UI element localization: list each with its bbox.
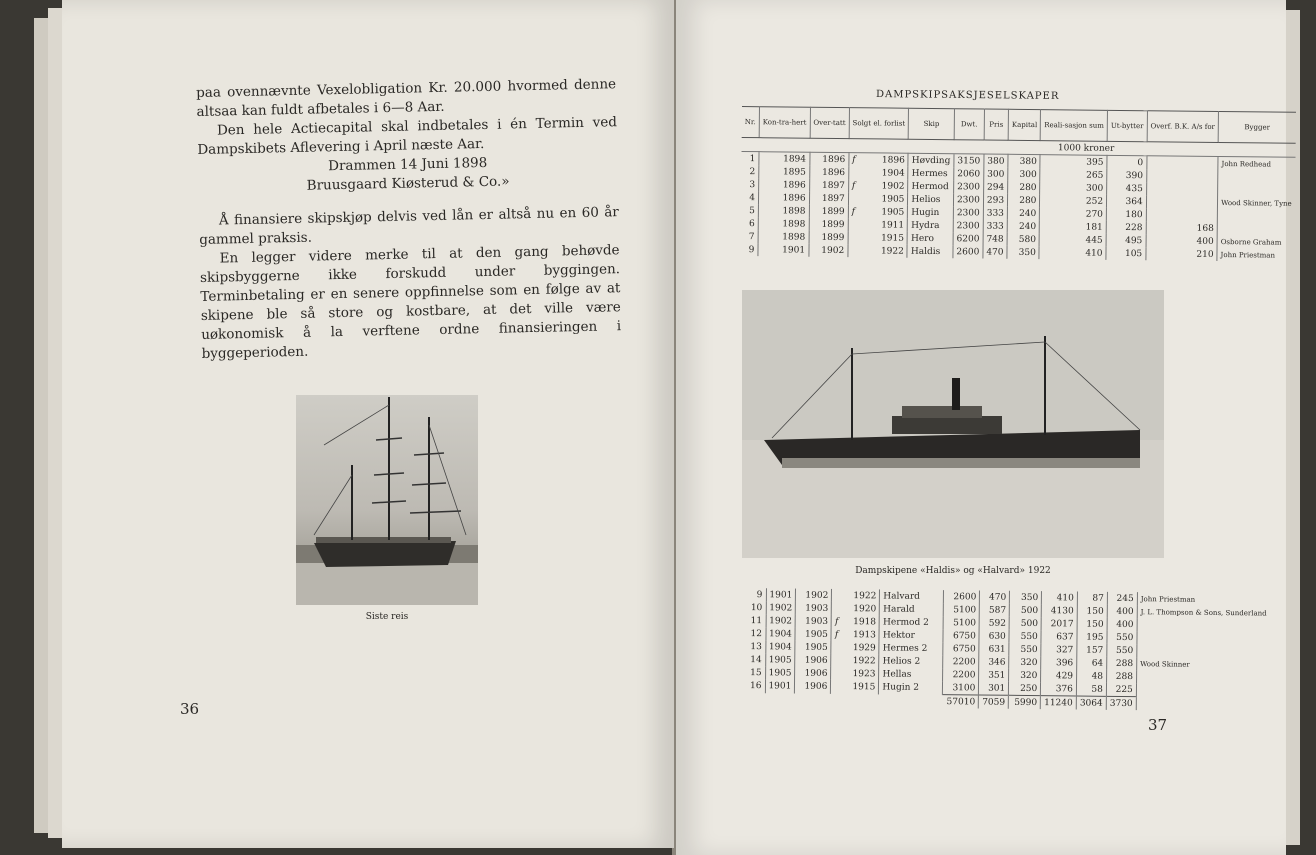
cell-overf: [1146, 169, 1218, 183]
cell-pris: 333: [983, 220, 1007, 233]
total-overfort: 3730: [1106, 696, 1136, 710]
cell-value: 1922: [852, 655, 876, 666]
forlist-mark: f: [834, 629, 839, 640]
col-header: Skip: [909, 108, 955, 139]
forlist-mark: f: [851, 180, 856, 191]
right-page: [676, 0, 1292, 855]
cell-dwt: 2600: [953, 245, 983, 258]
cell-over: 1905: [795, 628, 831, 641]
cell-value: 1904: [881, 167, 905, 179]
cell-overf: 550: [1107, 631, 1137, 644]
cell-overf: 400: [1146, 234, 1218, 248]
cell-real: 376: [1041, 682, 1077, 696]
col-header: Pris: [984, 109, 1009, 140]
cell-over: 1899: [809, 218, 848, 231]
total-realisasjon: 11240: [1041, 696, 1077, 710]
cell-kont: 1905: [765, 653, 795, 666]
cell-kont: 1902: [766, 601, 796, 614]
cell-value: 1915: [881, 232, 905, 244]
cell-ut: 87: [1077, 592, 1107, 605]
cell-pris: 631: [979, 642, 1009, 655]
cell-value: 1915: [852, 681, 876, 693]
cell-dwt: 2600: [944, 590, 980, 603]
cell-kap: 500: [1009, 617, 1041, 630]
cell-nr: 12: [741, 627, 765, 640]
cell-over: 1896: [809, 166, 848, 179]
cell-over: 1897: [809, 192, 848, 205]
cell-solgt: [848, 179, 908, 193]
cell-overf: 288: [1107, 657, 1137, 670]
col-header: Kon-tra-hert: [759, 107, 810, 139]
cell-dwt: 2200: [943, 655, 979, 668]
cell-ut: 48: [1076, 670, 1106, 683]
total-utbytter: 3064: [1076, 696, 1106, 710]
sailing-ship-photo: [296, 395, 478, 605]
cell-ut: 0: [1107, 155, 1147, 169]
cell-solgt: [831, 680, 879, 694]
cell-kap: 380: [1008, 154, 1040, 168]
cell-nr: 1: [741, 151, 759, 165]
cell-kont: 1898: [758, 204, 809, 218]
cell-kont: 1894: [759, 152, 810, 166]
cell-pris: 470: [983, 246, 1007, 259]
cell-kap: 280: [1008, 194, 1040, 207]
left-page-text: [196, 75, 622, 364]
cell-overf: 400: [1107, 605, 1137, 618]
cell-solgt: [831, 641, 879, 655]
cell-solgt: [831, 667, 879, 681]
cell-pris: 748: [983, 233, 1007, 246]
forlist-mark: f: [851, 206, 856, 217]
cell-solgt: [848, 192, 908, 206]
cell-nr: 9: [742, 588, 766, 601]
cell-bygger: Osborne Graham: [1220, 237, 1282, 247]
cell-ut: 157: [1077, 644, 1107, 657]
forlist-mark: f: [852, 154, 856, 165]
cell-value: 1922: [880, 245, 904, 257]
cell-real: 300: [1040, 181, 1107, 195]
cell-solgt: [848, 166, 908, 180]
cell-dwt: 2300: [953, 219, 983, 232]
cell-kap: 320: [1009, 656, 1041, 669]
letter-signature: Bruusgaard Kiøsterud & Co.»: [306, 173, 510, 194]
cell-kont: 1904: [765, 640, 795, 653]
cell-real: 410: [1039, 246, 1106, 260]
cell-over: 1896: [809, 152, 848, 166]
cell-value: 1929: [852, 642, 876, 653]
cell-kap: 280: [1008, 181, 1040, 194]
cell-over: 1903: [796, 602, 832, 615]
cell-over: 1906: [795, 667, 831, 680]
cell-over: 1905: [795, 641, 831, 654]
cell-kap: 550: [1009, 630, 1041, 643]
cell-kap: 500: [1010, 604, 1042, 617]
cell-over: 1902: [796, 589, 832, 602]
col-header: Dwt.: [954, 109, 984, 140]
cell-skip: Hektor: [879, 628, 943, 642]
cell-dwt: 6750: [943, 642, 979, 655]
cell-value: 1905: [881, 193, 905, 205]
cell-bygger: John Priestman: [1140, 594, 1196, 604]
cell-kap: 240: [1007, 207, 1039, 220]
cell-real: 270: [1040, 207, 1107, 221]
cell-overf: 245: [1107, 592, 1137, 605]
cell-pris: 333: [983, 207, 1007, 220]
cell-value: 1911: [881, 219, 905, 231]
cell-ut: 64: [1077, 657, 1107, 670]
cell-nr: 15: [741, 666, 765, 679]
cell-bygger: [1217, 209, 1294, 223]
cell-real: 637: [1041, 630, 1077, 643]
cell-skip: Halvard: [880, 589, 944, 603]
cell-real: 4130: [1042, 604, 1078, 617]
cell-kont: 1901: [758, 243, 809, 257]
cell-nr: 6: [741, 217, 759, 230]
cell-skip: Hero: [907, 232, 953, 245]
cell-skip: Harald: [880, 602, 944, 616]
paragraph: En legger videre merke til at den gang behøvde skipsbyggerne ikke forskudd under byggingen. Terminbetaling er en senere oppfinnelse som en følge av at skipene ble så store og kostbare, at det ville være uøkonomisk å la verftene ordne finansieringen i byggeperioden.: [199, 242, 622, 362]
cell-dwt: 2060: [954, 167, 984, 180]
cell-nr: 2: [741, 165, 759, 178]
cell-real: 410: [1042, 591, 1078, 604]
cell-real: 265: [1040, 168, 1107, 182]
cell-kont: 1905: [765, 666, 795, 679]
cell-solgt: [832, 602, 880, 616]
cell-over: 1897: [809, 179, 848, 192]
cell-dwt: 3150: [954, 154, 984, 168]
cell-overf: 225: [1106, 683, 1136, 697]
cell-overf: 210: [1146, 247, 1218, 261]
cell-bygger: [1218, 170, 1295, 184]
cell-value: 1913: [852, 629, 876, 640]
cell-nr: 9: [740, 243, 758, 256]
cell-ut: 495: [1106, 234, 1146, 247]
cell-kont: 1901: [766, 588, 796, 601]
cell-over: 1906: [795, 654, 831, 667]
cell-bygger: John Redhead: [1221, 159, 1272, 169]
paragraph: paa ovennævnte Vexelobligation Kr. 20.000 hvormed denne altsaa kan fuldt afbetales i 6—8 Aar.: [196, 76, 617, 120]
forlist-mark: f: [835, 616, 839, 627]
cell-ut: 58: [1076, 683, 1106, 697]
cell-kap: 350: [1007, 246, 1039, 259]
cell-kont: 1896: [758, 191, 809, 205]
total-kapital: 5990: [1009, 695, 1041, 709]
cell-solgt: [848, 244, 908, 258]
cell-kap: 300: [1008, 168, 1040, 181]
cell-nr: 10: [742, 601, 766, 614]
col-header: Reali-sasjon sum: [1041, 110, 1108, 142]
cell-bygger: [1136, 683, 1269, 698]
cell-overf: [1147, 156, 1219, 170]
cell-solgt: [832, 589, 880, 603]
cell-ut: 228: [1106, 221, 1146, 234]
cell-over: 1906: [795, 680, 831, 694]
total-pris: 7059: [979, 695, 1009, 709]
photo-caption: Siste reis: [365, 612, 409, 622]
cell-ut: 150: [1077, 618, 1107, 631]
cell-nr: 14: [741, 653, 765, 666]
cell-pris: 294: [983, 181, 1007, 194]
cell-skip: Helios: [908, 193, 954, 206]
cell-kap: 580: [1007, 233, 1039, 246]
cell-pris: 630: [979, 629, 1009, 642]
cell-value: 1922: [853, 590, 877, 601]
cell-real: 252: [1040, 194, 1107, 208]
cell-overf: [1146, 182, 1218, 196]
cell-pris: 293: [983, 194, 1007, 207]
cell-kont: 1904: [765, 627, 795, 640]
cell-skip: Hermes 2: [879, 641, 943, 655]
letter-place-date: Drammen 14 Juni 1898: [328, 154, 488, 175]
cell-real: 396: [1041, 656, 1077, 669]
cell-pris: 587: [980, 603, 1010, 616]
cell-kap: 240: [1007, 220, 1039, 233]
unit-label: 1000 kroner: [954, 140, 1218, 157]
cell-skip: Hellas: [879, 667, 943, 681]
cell-overf: 400: [1107, 618, 1137, 631]
cell-dwt: 5100: [944, 603, 980, 616]
page-number: 37: [1148, 716, 1168, 734]
cell-dwt: 6200: [953, 232, 983, 245]
cell-skip: Hermod: [908, 180, 954, 193]
total-dwt: 57010: [943, 695, 979, 709]
cell-nr: 7: [741, 230, 759, 243]
col-header: Over-tatt: [810, 107, 849, 138]
cell-pris: 300: [984, 168, 1008, 181]
cell-nr: 5: [741, 204, 759, 217]
cell-pris: 470: [980, 590, 1010, 603]
cell-ut: 150: [1077, 605, 1107, 618]
cell-kap: 320: [1009, 669, 1041, 682]
cell-nr: 4: [741, 191, 759, 204]
cell-ut: 390: [1107, 169, 1147, 182]
cell-solgt: [848, 218, 908, 232]
cell-kont: 1902: [766, 614, 796, 627]
cell-dwt: 2300: [953, 193, 983, 206]
cell-over: 1899: [809, 231, 848, 244]
cell-pris: 592: [979, 616, 1009, 629]
cell-skip: Hydra: [908, 219, 954, 232]
cell-value: 1918: [853, 616, 877, 627]
col-header: Overf. B.K. A/s for: [1147, 111, 1219, 143]
cell-solgt: [848, 205, 908, 219]
cell-over: 1902: [809, 244, 848, 257]
cell-nr: 13: [741, 640, 765, 653]
steamship-photo: [742, 290, 1164, 558]
cell-bygger: J. L. Thompson & Sons, Sunderland: [1140, 607, 1267, 617]
cell-solgt: [831, 628, 879, 642]
ship-table-bottom: [741, 588, 1270, 712]
cell-overf: [1146, 195, 1218, 209]
cell-skip: Haldis: [907, 245, 953, 258]
cell-nr: 16: [741, 679, 765, 693]
col-header: Kapital: [1008, 109, 1041, 140]
cell-pris: 380: [984, 154, 1008, 168]
table-title: DAMPSKIPSAKSJESELSKAPER: [875, 89, 1060, 102]
cell-overf: 550: [1107, 644, 1137, 657]
ship-table-top: [740, 106, 1295, 262]
left-page: [62, 0, 674, 848]
cell-bygger: John Priestman: [1220, 250, 1276, 260]
cell-value: 1905: [881, 206, 905, 218]
paragraph: Å finansiere skipskjøp delvis ved lån er altså nu en 60 år gammel praksis.: [199, 204, 619, 248]
cell-value: 1923: [852, 668, 876, 679]
cell-kont: 1901: [765, 679, 795, 693]
cell-pris: 351: [979, 668, 1009, 681]
cell-ut: 364: [1107, 195, 1147, 208]
cell-kap: 550: [1009, 643, 1041, 656]
cell-kap: 250: [1009, 682, 1041, 696]
paragraph: Den hele Actiecapital skal indbetales i én Termin ved Dampskibets Aflevering i April næste Aar.: [197, 114, 618, 158]
cell-nr: 11: [742, 614, 766, 627]
page-edge: [34, 18, 48, 833]
cell-solgt: [849, 153, 909, 167]
cell-bygger: Wood Skinner, Tyne: [1221, 198, 1292, 208]
cell-dwt: 2300: [954, 180, 984, 193]
cell-kap: 350: [1010, 591, 1042, 604]
col-header: Solgt el. forlist: [849, 108, 909, 140]
cell-real: 327: [1041, 643, 1077, 656]
cell-bygger: [1217, 222, 1294, 236]
cell-real: 395: [1040, 155, 1107, 169]
cell-kont: 1895: [759, 165, 810, 179]
cell-ut: 180: [1106, 208, 1146, 221]
cell-skip: Helios 2: [879, 654, 943, 668]
cell-dwt: 3100: [943, 681, 979, 695]
col-header: Bygger: [1218, 111, 1295, 143]
cell-bygger: Wood Skinner: [1140, 659, 1190, 669]
cell-kont: 1896: [759, 178, 810, 192]
cell-skip: Hermod 2: [879, 615, 943, 629]
cell-ut: 105: [1106, 247, 1146, 260]
cell-solgt: [831, 615, 879, 629]
cell-nr: 3: [741, 178, 759, 191]
cell-kont: 1898: [758, 230, 809, 244]
cell-real: 2017: [1041, 617, 1077, 630]
col-header: Ut-bytter: [1107, 110, 1147, 141]
cell-real: 445: [1039, 233, 1106, 247]
cell-value: 1902: [881, 180, 905, 192]
cell-kont: 1898: [758, 217, 809, 231]
cell-dwt: 2200: [943, 668, 979, 681]
cell-skip: Hugin: [908, 206, 954, 219]
cell-over: 1899: [809, 205, 848, 218]
cell-dwt: 5100: [943, 616, 979, 629]
cell-dwt: 2300: [953, 206, 983, 219]
cell-pris: 301: [979, 681, 1009, 695]
cell-dwt: 6750: [943, 629, 979, 642]
cell-value: 1896: [881, 154, 905, 166]
cell-overf: 288: [1106, 670, 1136, 683]
cell-pris: 346: [979, 655, 1009, 668]
cell-real: 429: [1041, 669, 1077, 682]
cell-ut: 195: [1077, 631, 1107, 644]
cell-overf: [1146, 208, 1218, 222]
cell-real: 181: [1040, 220, 1107, 234]
cell-solgt: [831, 654, 879, 668]
cell-over: 1903: [795, 615, 831, 628]
page-edge: [48, 8, 62, 838]
cell-solgt: [848, 231, 908, 245]
cell-skip: Høvding: [908, 153, 954, 167]
cell-skip: Hermes: [908, 167, 954, 180]
page-number: 36: [180, 700, 200, 718]
cell-bygger: [1218, 183, 1295, 197]
cell-overf: 168: [1146, 221, 1218, 235]
cell-skip: Hugin 2: [879, 680, 943, 694]
cell-ut: 435: [1107, 182, 1147, 195]
cell-value: 1920: [853, 603, 877, 614]
photo-caption: Dampskipene «Haldis» og «Halvard» 1922: [855, 566, 1051, 576]
col-header: Nr.: [742, 106, 760, 137]
